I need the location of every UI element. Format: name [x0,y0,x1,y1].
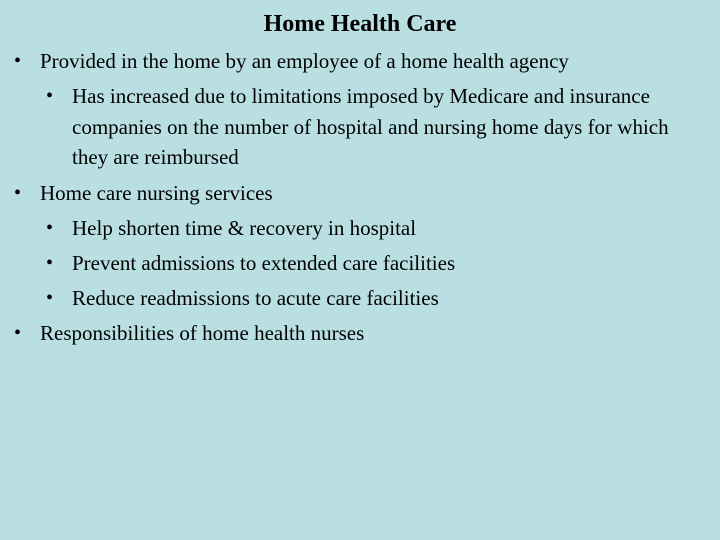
bullet-text: Responsibilities of home health nurses [40,320,365,345]
bullet-icon: • [46,85,54,107]
bullet-text: Reduce readmissions to acute care facilities [72,285,439,310]
bullet-icon: • [14,50,22,72]
bullet-icon: • [14,181,22,204]
bullet-icon: • [46,286,54,309]
bullet-text: Home care nursing services [40,180,273,205]
bullet-item-home-care-nursing [0,178,720,208]
bullet-icon: • [14,321,22,344]
bullet-text: Help shorten time & recovery in hospital [72,215,417,240]
bullet-icon: • [46,251,54,274]
bullet-text: Provided in the home by an employee of a home health agency [40,49,569,73]
bullet-item-increased-due-to-limitations [0,81,720,173]
bullet-item-provided-in-home [0,46,720,76]
bullet-item-responsibilities [0,318,720,348]
bullet-icon: • [46,216,54,239]
bullet-item-shorten-time [0,213,720,243]
bullet-item-reduce-readmissions [0,283,720,313]
bullet-text: Prevent admissions to extended care facilities [72,250,456,275]
bullet-item-prevent-admissions [0,248,720,278]
bullet-list [0,46,720,353]
slide-title: Home Health Care [263,11,457,37]
bullet-text: Has increased due to limitations imposed by Medicare and insurance companies on the number of hospital and nursing home days for which they are reimbursed [72,84,669,169]
